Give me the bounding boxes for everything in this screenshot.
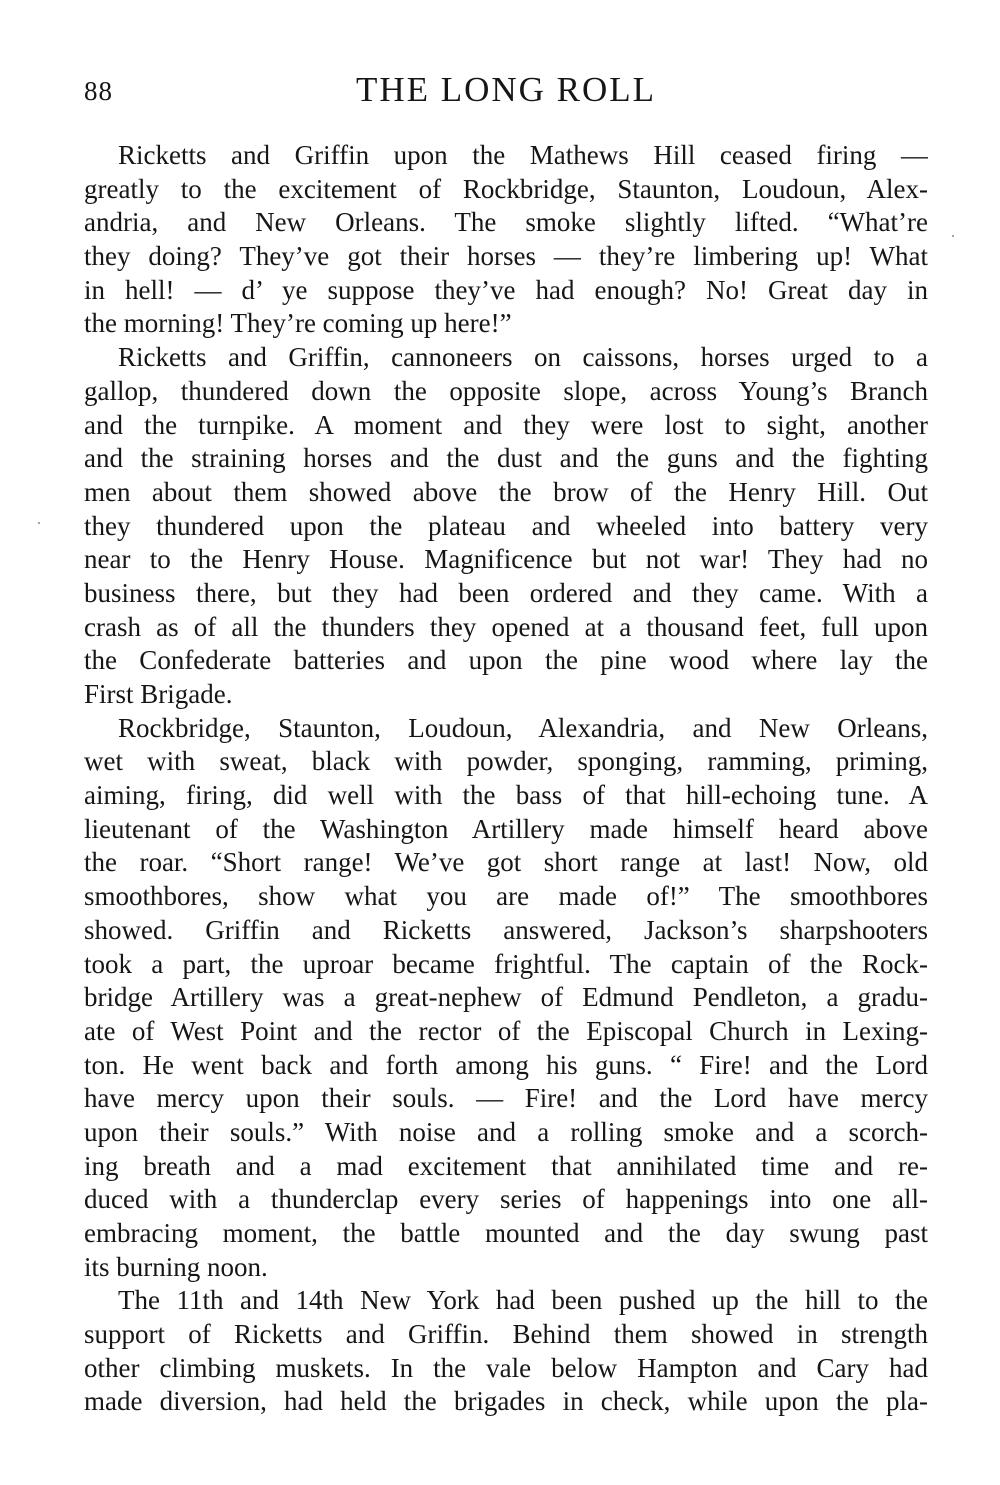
text-line: crash as of all the thunders they opened at a thousand feet, full upon <box>84 611 928 642</box>
text-line: and the straining horses and the dust and the guns and the fighting <box>84 443 928 474</box>
text-line: its burning noon. <box>84 1251 268 1282</box>
text-line: embracing moment, the battle mounted and the day swung past <box>84 1218 928 1248</box>
text-line: First Brigade. <box>84 679 233 709</box>
text-line: Rockbridge, Staunton, Loudoun, Alexandria, and New Orleans, <box>118 712 928 743</box>
text-line: have mercy upon their souls. — Fire! and the Lord have mercy <box>84 1083 928 1114</box>
text-line: andria, and New Orleans. The smoke slightly lifted. “What’re <box>84 207 928 238</box>
text-line: The 11th and 14th New York had been pushed up the hill to the <box>118 1285 928 1316</box>
text-line: lieutenant of the Washington Artillery made himself heard above <box>84 813 928 844</box>
text-line: they doing? They’ve got their horses — they’re limbering up! What <box>84 241 928 272</box>
text-line: smoothbores, show what you are made of!” The smoothbores <box>84 881 928 912</box>
text-line: took a part, the uproar became frightful. The captain of the Rock- <box>84 948 928 979</box>
text-line: wet with sweat, black with powder, sponging, ramming, priming, <box>84 746 928 777</box>
text-line: Ricketts and Griffin upon the Mathews Hill ceased firing — <box>118 140 928 170</box>
text-line: other climbing muskets. In the vale below Hampton and Cary had <box>84 1352 928 1383</box>
text-line: aiming, firing, did well with the bass of that hill-echoing tune. A <box>84 780 928 811</box>
scan-speck <box>38 522 40 524</box>
text-line: the Confederate batteries and upon the pine wood where lay the <box>84 645 928 676</box>
text-line: Ricketts and Griffin, cannoneers on caissons, horses urged to a <box>118 342 928 373</box>
text-line: business there, but they had been ordered and they came. With a <box>84 577 928 608</box>
text-line: made diversion, had held the brigades in check, while upon the pla- <box>84 1386 928 1417</box>
page-header <box>84 70 928 114</box>
text-line: and the turnpike. A moment and they were lost to sight, another <box>84 409 928 440</box>
text-line: men about them showed above the brow of the Henry Hill. Out <box>84 476 928 507</box>
text-line: in hell! — d’ ye suppose they’ve had enough? No! Great day in <box>84 274 928 305</box>
paragraph <box>84 712 928 1285</box>
text-line: upon their souls.” With noise and a rolling smoke and a scorch- <box>84 1116 928 1147</box>
text-line: support of Ricketts and Griffin. Behind them showed in strength <box>84 1319 928 1350</box>
body-text <box>84 139 928 1419</box>
page-number: 88 <box>84 76 113 106</box>
text-line: greatly to the excitement of Rockbridge, Staunton, Loudoun, Alex- <box>84 173 928 204</box>
text-line: the roar. “Short range! We’ve got short range at last! Now, old <box>84 847 928 878</box>
text-line: the morning! They’re coming up here!” <box>84 308 512 339</box>
running-title: THE LONG ROLL <box>355 70 657 109</box>
scan-speck <box>952 235 954 237</box>
text-line: they thundered upon the plateau and wheeled into battery very <box>84 510 928 541</box>
text-line: ing breath and a mad excitement that annihilated time and re- <box>84 1150 928 1181</box>
text-line: bridge Artillery was a great-nephew of Edmund Pendleton, a gradu- <box>84 982 928 1013</box>
paragraph <box>84 1284 928 1419</box>
text-line: showed. Griffin and Ricketts answered, Jackson’s sharpshooters <box>84 914 928 945</box>
text-line: gallop, thundered down the opposite slope, across Young’s Branch <box>84 375 928 406</box>
text-line: ate of West Point and the rector of the Episcopal Church in Lexing- <box>84 1015 928 1046</box>
text-line: ton. He went back and forth among his guns. “ Fire! and the Lord <box>84 1049 928 1080</box>
paragraph <box>84 139 928 341</box>
paragraph <box>84 341 928 712</box>
text-line: near to the Henry House. Magnificence but not war! They had no <box>84 544 928 575</box>
text-line: duced with a thunderclap every series of happenings into one all- <box>84 1184 928 1215</box>
